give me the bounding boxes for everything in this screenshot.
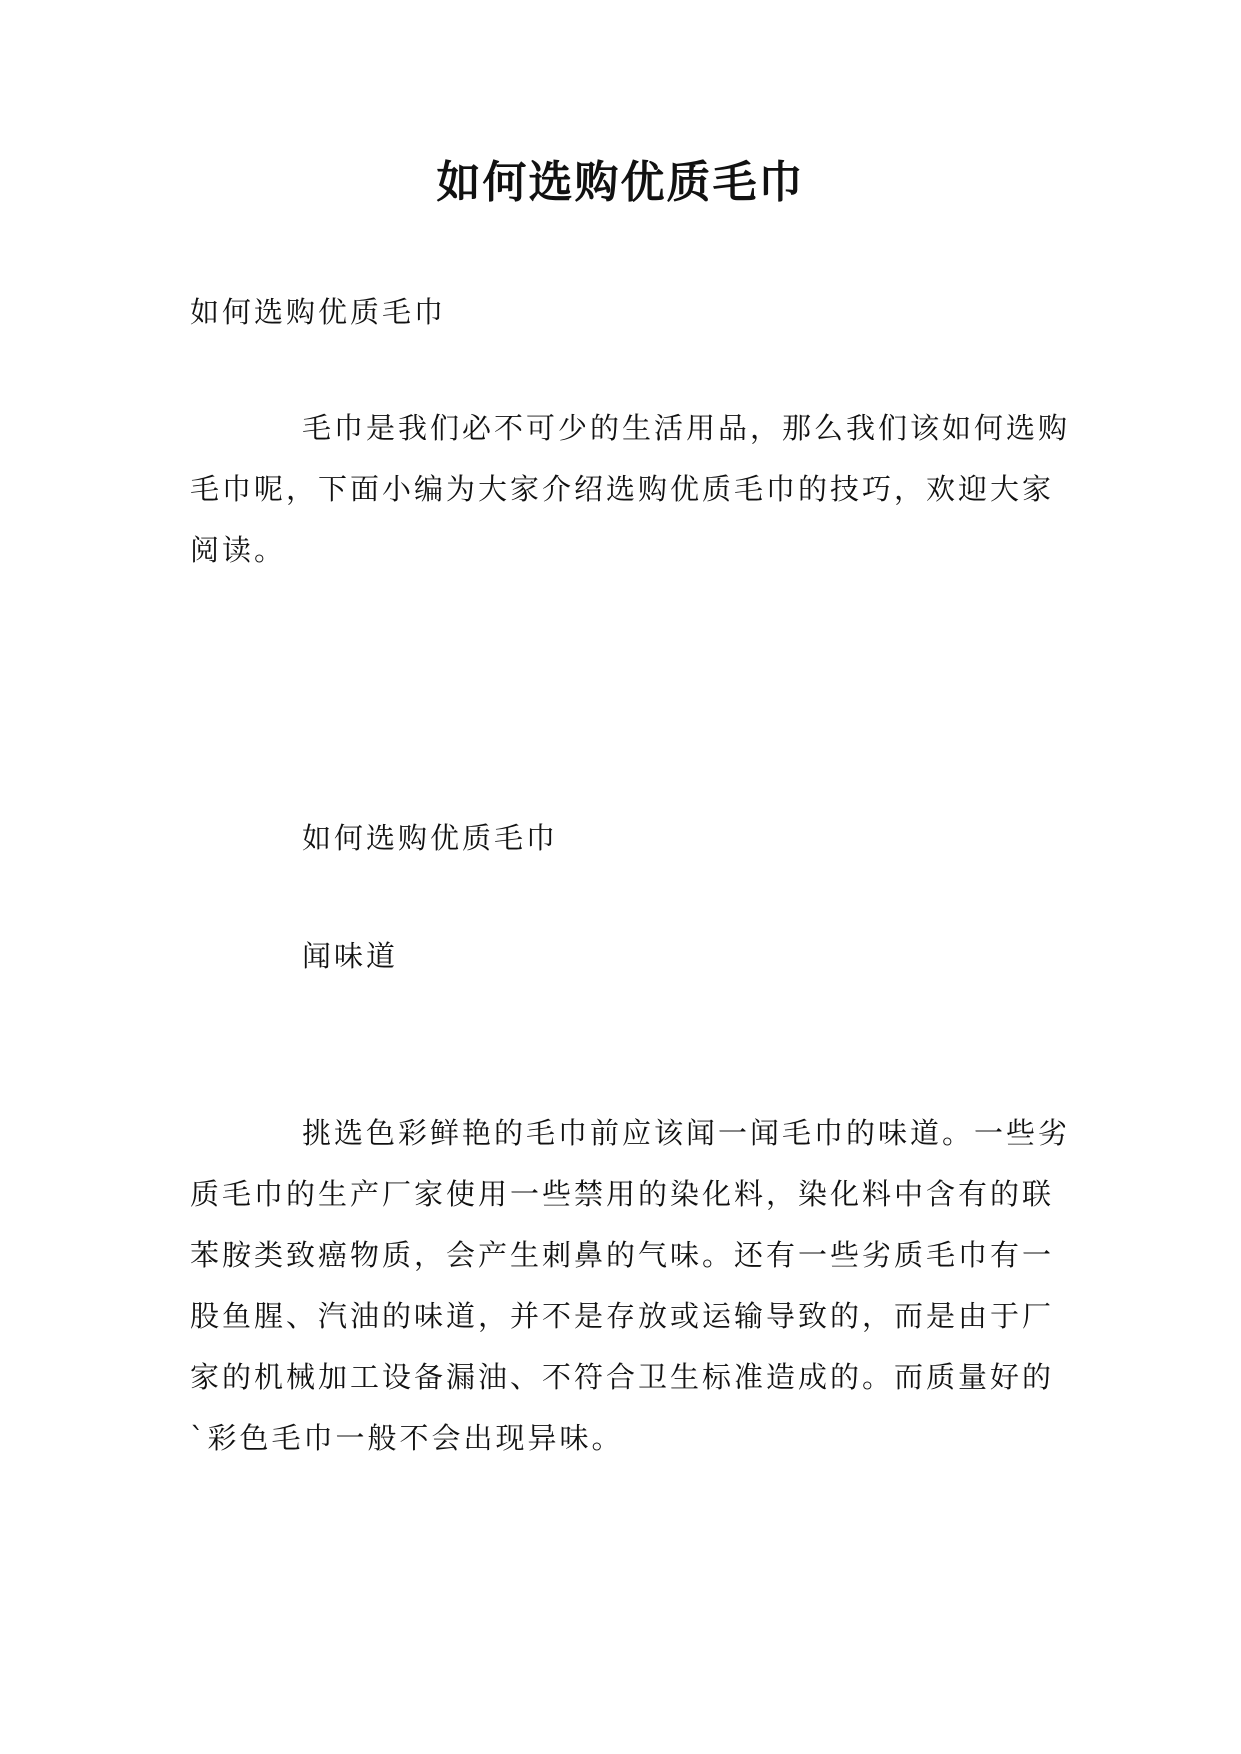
subsection-heading: 闻味道 xyxy=(302,939,399,973)
intro-paragraph: 毛巾是我们必不可少的生活用品，那么我们该如何选购毛巾呢，下面小编为大家介绍选购优质毛巾的技巧，欢迎大家阅读。 xyxy=(190,411,1071,567)
subtitle: 如何选购优质毛巾 xyxy=(190,295,447,329)
body-paragraph: 挑选色彩鲜艳的毛巾前应该闻一闻毛巾的味道。一些劣质毛巾的生产厂家使用一些禁用的染化料，染化料中含有的联苯胺类致癌物质，会产生刺鼻的气味。还有一些劣质毛巾有一股鱼腥、汽油的味道，并不是存放或运输导致的，而是由于厂家的机械加工设备漏油、不符合卫生标准造成的。而质量好的`彩色毛巾一般不会出现异味。 xyxy=(190,1116,1071,1455)
document-title: 如何选购优质毛巾 xyxy=(436,157,805,208)
section-heading: 如何选购优质毛巾 xyxy=(302,821,559,855)
